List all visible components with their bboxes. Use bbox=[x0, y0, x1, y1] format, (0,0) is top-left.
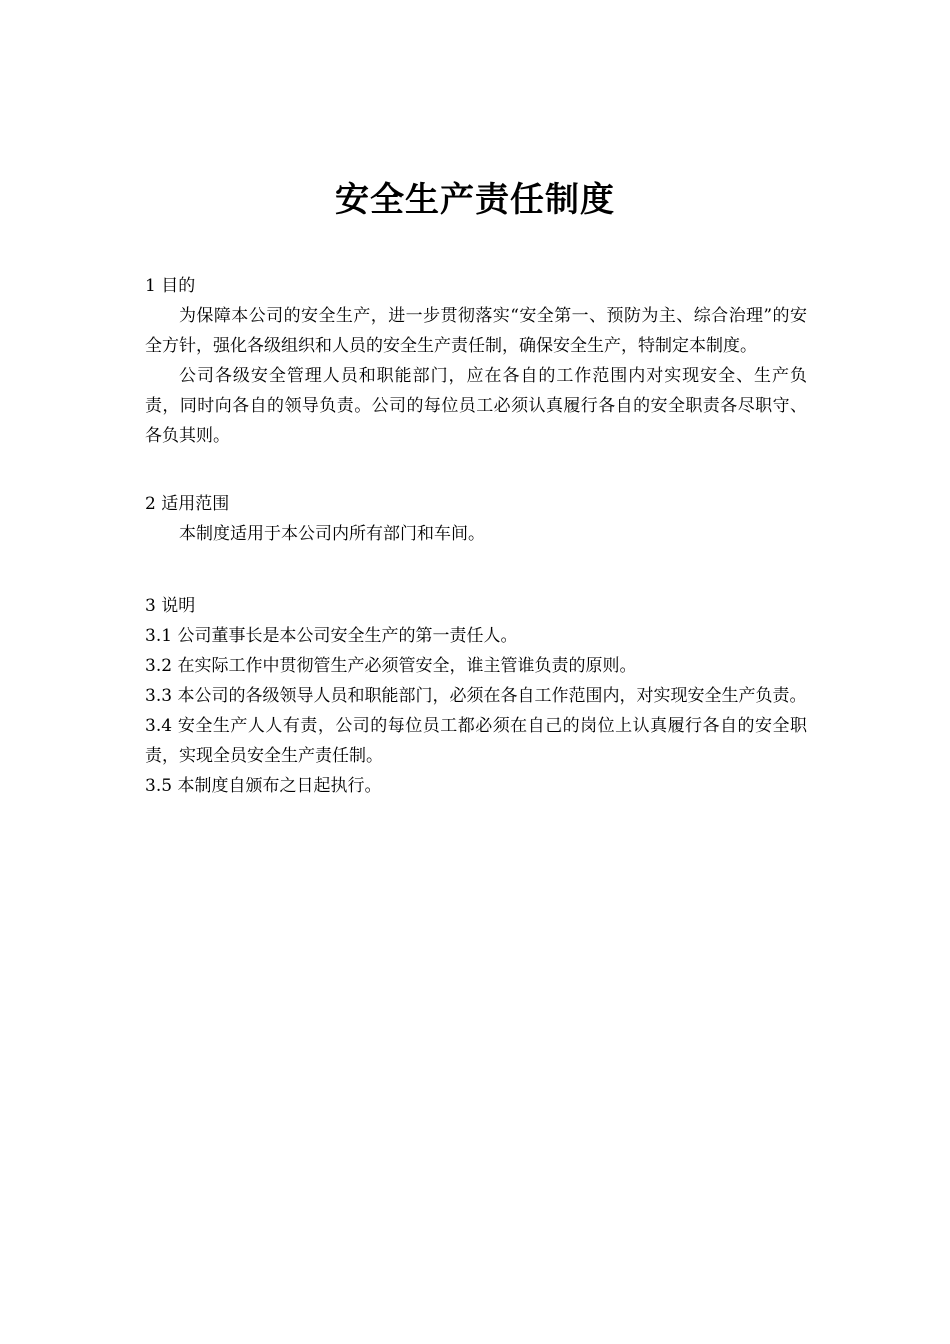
explanation-item-3-5: 3.5 本制度自颁布之日起执行。 bbox=[145, 776, 382, 796]
section-spacer bbox=[145, 451, 807, 489]
purpose-paragraph-2: 公司各级安全管理人员和职能部门，应在各自的工作范围内对实现安全、生产负责，同时向各自的领导负责。公司的每位员工必须认真履行各自的安全职责各尽职守、各负其则。 bbox=[145, 366, 807, 446]
scope-paragraph: 本制度适用于本公司内所有部门和车间。 bbox=[179, 524, 485, 544]
section-purpose bbox=[145, 271, 807, 451]
section-scope bbox=[145, 489, 807, 549]
section-heading-scope: 2 适用范围 bbox=[145, 494, 230, 514]
section-spacer bbox=[145, 549, 807, 591]
section-explanation bbox=[145, 591, 807, 801]
explanation-item-3-2: 3.2 在实际工作中贯彻管生产必须管安全，谁主管谁负责的原则。 bbox=[145, 656, 637, 676]
explanation-item-3-4: 3.4 安全生产人人有责，公司的每位员工都必须在自己的岗位上认真履行各自的安全职责，实现全员安全生产责任制。 bbox=[145, 716, 807, 766]
explanation-item-3-1: 3.1 公司董事长是本公司安全生产的第一责任人。 bbox=[145, 626, 518, 646]
document-body bbox=[145, 271, 807, 801]
section-heading-explanation: 3 说明 bbox=[145, 596, 196, 616]
document-title: 安全生产责任制度 bbox=[335, 180, 615, 220]
purpose-paragraph-1: 为保障本公司的安全生产，进一步贯彻落实“安全第一、预防为主、综合治理”的安全方针，强化各级组织和人员的安全生产责任制，确保安全生产，特制定本制度。 bbox=[145, 306, 807, 356]
section-heading-purpose: 1 目的 bbox=[145, 276, 196, 296]
explanation-item-3-3: 3.3 本公司的各级领导人员和职能部门，必须在各自工作范围内，对实现安全生产负责。 bbox=[145, 686, 807, 706]
